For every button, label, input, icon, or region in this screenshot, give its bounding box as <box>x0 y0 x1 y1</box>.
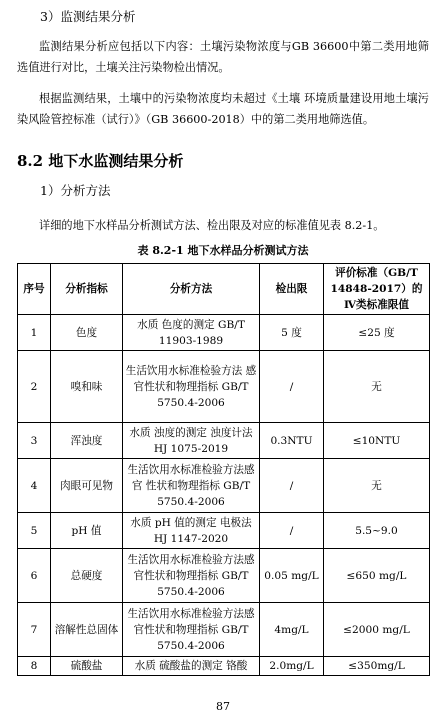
table-row <box>18 315 430 351</box>
col-header-standard-limit: 评价标准（GB/T 14848-2017）的Ⅳ类标准限值 <box>324 264 430 315</box>
cell-indicator: 总硬度 <box>51 549 123 603</box>
col-header-detection-limit: 检出限 <box>260 264 324 315</box>
cell-method: 生活饮用水标准检验方法 感官性状和物理指标 GB/T 5750.4-2006 <box>123 351 260 423</box>
cell-indicator: 浑浊度 <box>51 423 123 459</box>
analysis-method-table <box>17 263 430 676</box>
cell-indicator: 溶解性总固体 <box>51 603 123 657</box>
cell-detection-limit: 0.3NTU <box>260 423 324 459</box>
cell-number: 8 <box>18 657 51 676</box>
cell-method: 生活饮用水标准检验方法感官性状和物理指标 GB/T 5750.4-2006 <box>123 603 260 657</box>
cell-standard-limit: 无 <box>324 459 430 513</box>
cell-standard-limit: ≤650 mg/L <box>324 549 430 603</box>
cell-number: 5 <box>18 513 51 549</box>
cell-detection-limit: 4mg/L <box>260 603 324 657</box>
cell-indicator: 色度 <box>51 315 123 351</box>
cell-detection-limit: / <box>260 513 324 549</box>
cell-detection-limit: 5 度 <box>260 315 324 351</box>
table-row <box>18 351 430 423</box>
cell-method: 水质 色度的测定 GB/T 11903-1989 <box>123 315 260 351</box>
cell-method: 生活饮用水标准检验方法感官 性状和物理指标 GB/T 5750.4-2006 <box>123 459 260 513</box>
cell-detection-limit: 2.0mg/L <box>260 657 324 676</box>
section-title: 8.2 地下水监测结果分析 <box>17 152 184 170</box>
col-header-method: 分析方法 <box>123 264 260 315</box>
cell-method: 水质 浊度的测定 浊度计法 HJ 1075-2019 <box>123 423 260 459</box>
page-number: 87 <box>216 700 230 713</box>
cell-method: 水质 pH 值的测定 电极法 HJ 1147-2020 <box>123 513 260 549</box>
cell-number: 2 <box>18 351 51 423</box>
table-row <box>18 603 430 657</box>
col-header-number: 序号 <box>18 264 51 315</box>
cell-number: 6 <box>18 549 51 603</box>
col-header-indicator: 分析指标 <box>51 264 123 315</box>
cell-detection-limit: / <box>260 351 324 423</box>
cell-standard-limit: ≤2000 mg/L <box>324 603 430 657</box>
cell-standard-limit: ≤10NTU <box>324 423 430 459</box>
paragraph-monitoring-result: 根据监测结果，土壤中的污染物浓度均未超过《土壤 环境质量建设用地土壤污染风险管控标准（试行）》（GB 36600-2018）中的第二类用地筛选值。 <box>17 92 429 126</box>
cell-standard-limit: ≤350mg/L <box>324 657 430 676</box>
section-3-heading: 3）监测结果分析 <box>40 9 136 24</box>
cell-number: 1 <box>18 315 51 351</box>
cell-detection-limit: / <box>260 459 324 513</box>
cell-standard-limit: ≤25 度 <box>324 315 430 351</box>
table-row <box>18 657 430 676</box>
cell-method: 水质 硫酸盐的测定 铬酸 <box>123 657 260 676</box>
table-row <box>18 459 430 513</box>
table-header-row <box>18 264 430 315</box>
paragraph-analysis-content: 监测结果分析应包括以下内容：土壤污染物浓度与GB 36600中第二类用地筛选值进行对比，土壤关注污染物检出情况。 <box>17 40 429 74</box>
cell-number: 3 <box>18 423 51 459</box>
table-row <box>18 513 430 549</box>
table-row <box>18 549 430 603</box>
analysis-method-heading: 1）分析方法 <box>40 183 111 198</box>
cell-standard-limit: 无 <box>324 351 430 423</box>
table-row <box>18 423 430 459</box>
cell-method: 生活饮用水标准检验方法感官性状和物理指标 GB/T 5750.4-2006 <box>123 549 260 603</box>
paragraph-table-reference: 详细的地下水样品分析测试方法、检出限及对应的标准值见表 8.2-1。 <box>39 219 385 232</box>
cell-standard-limit: 5.5~9.0 <box>324 513 430 549</box>
cell-number: 4 <box>18 459 51 513</box>
cell-indicator: 嗅和味 <box>51 351 123 423</box>
cell-detection-limit: 0.05 mg/L <box>260 549 324 603</box>
table-caption: 表 8.2-1 地下水样品分析测试方法 <box>137 244 309 257</box>
cell-indicator: 肉眼可见物 <box>51 459 123 513</box>
cell-indicator: pH 值 <box>51 513 123 549</box>
cell-indicator: 硫酸盐 <box>51 657 123 676</box>
cell-number: 7 <box>18 603 51 657</box>
